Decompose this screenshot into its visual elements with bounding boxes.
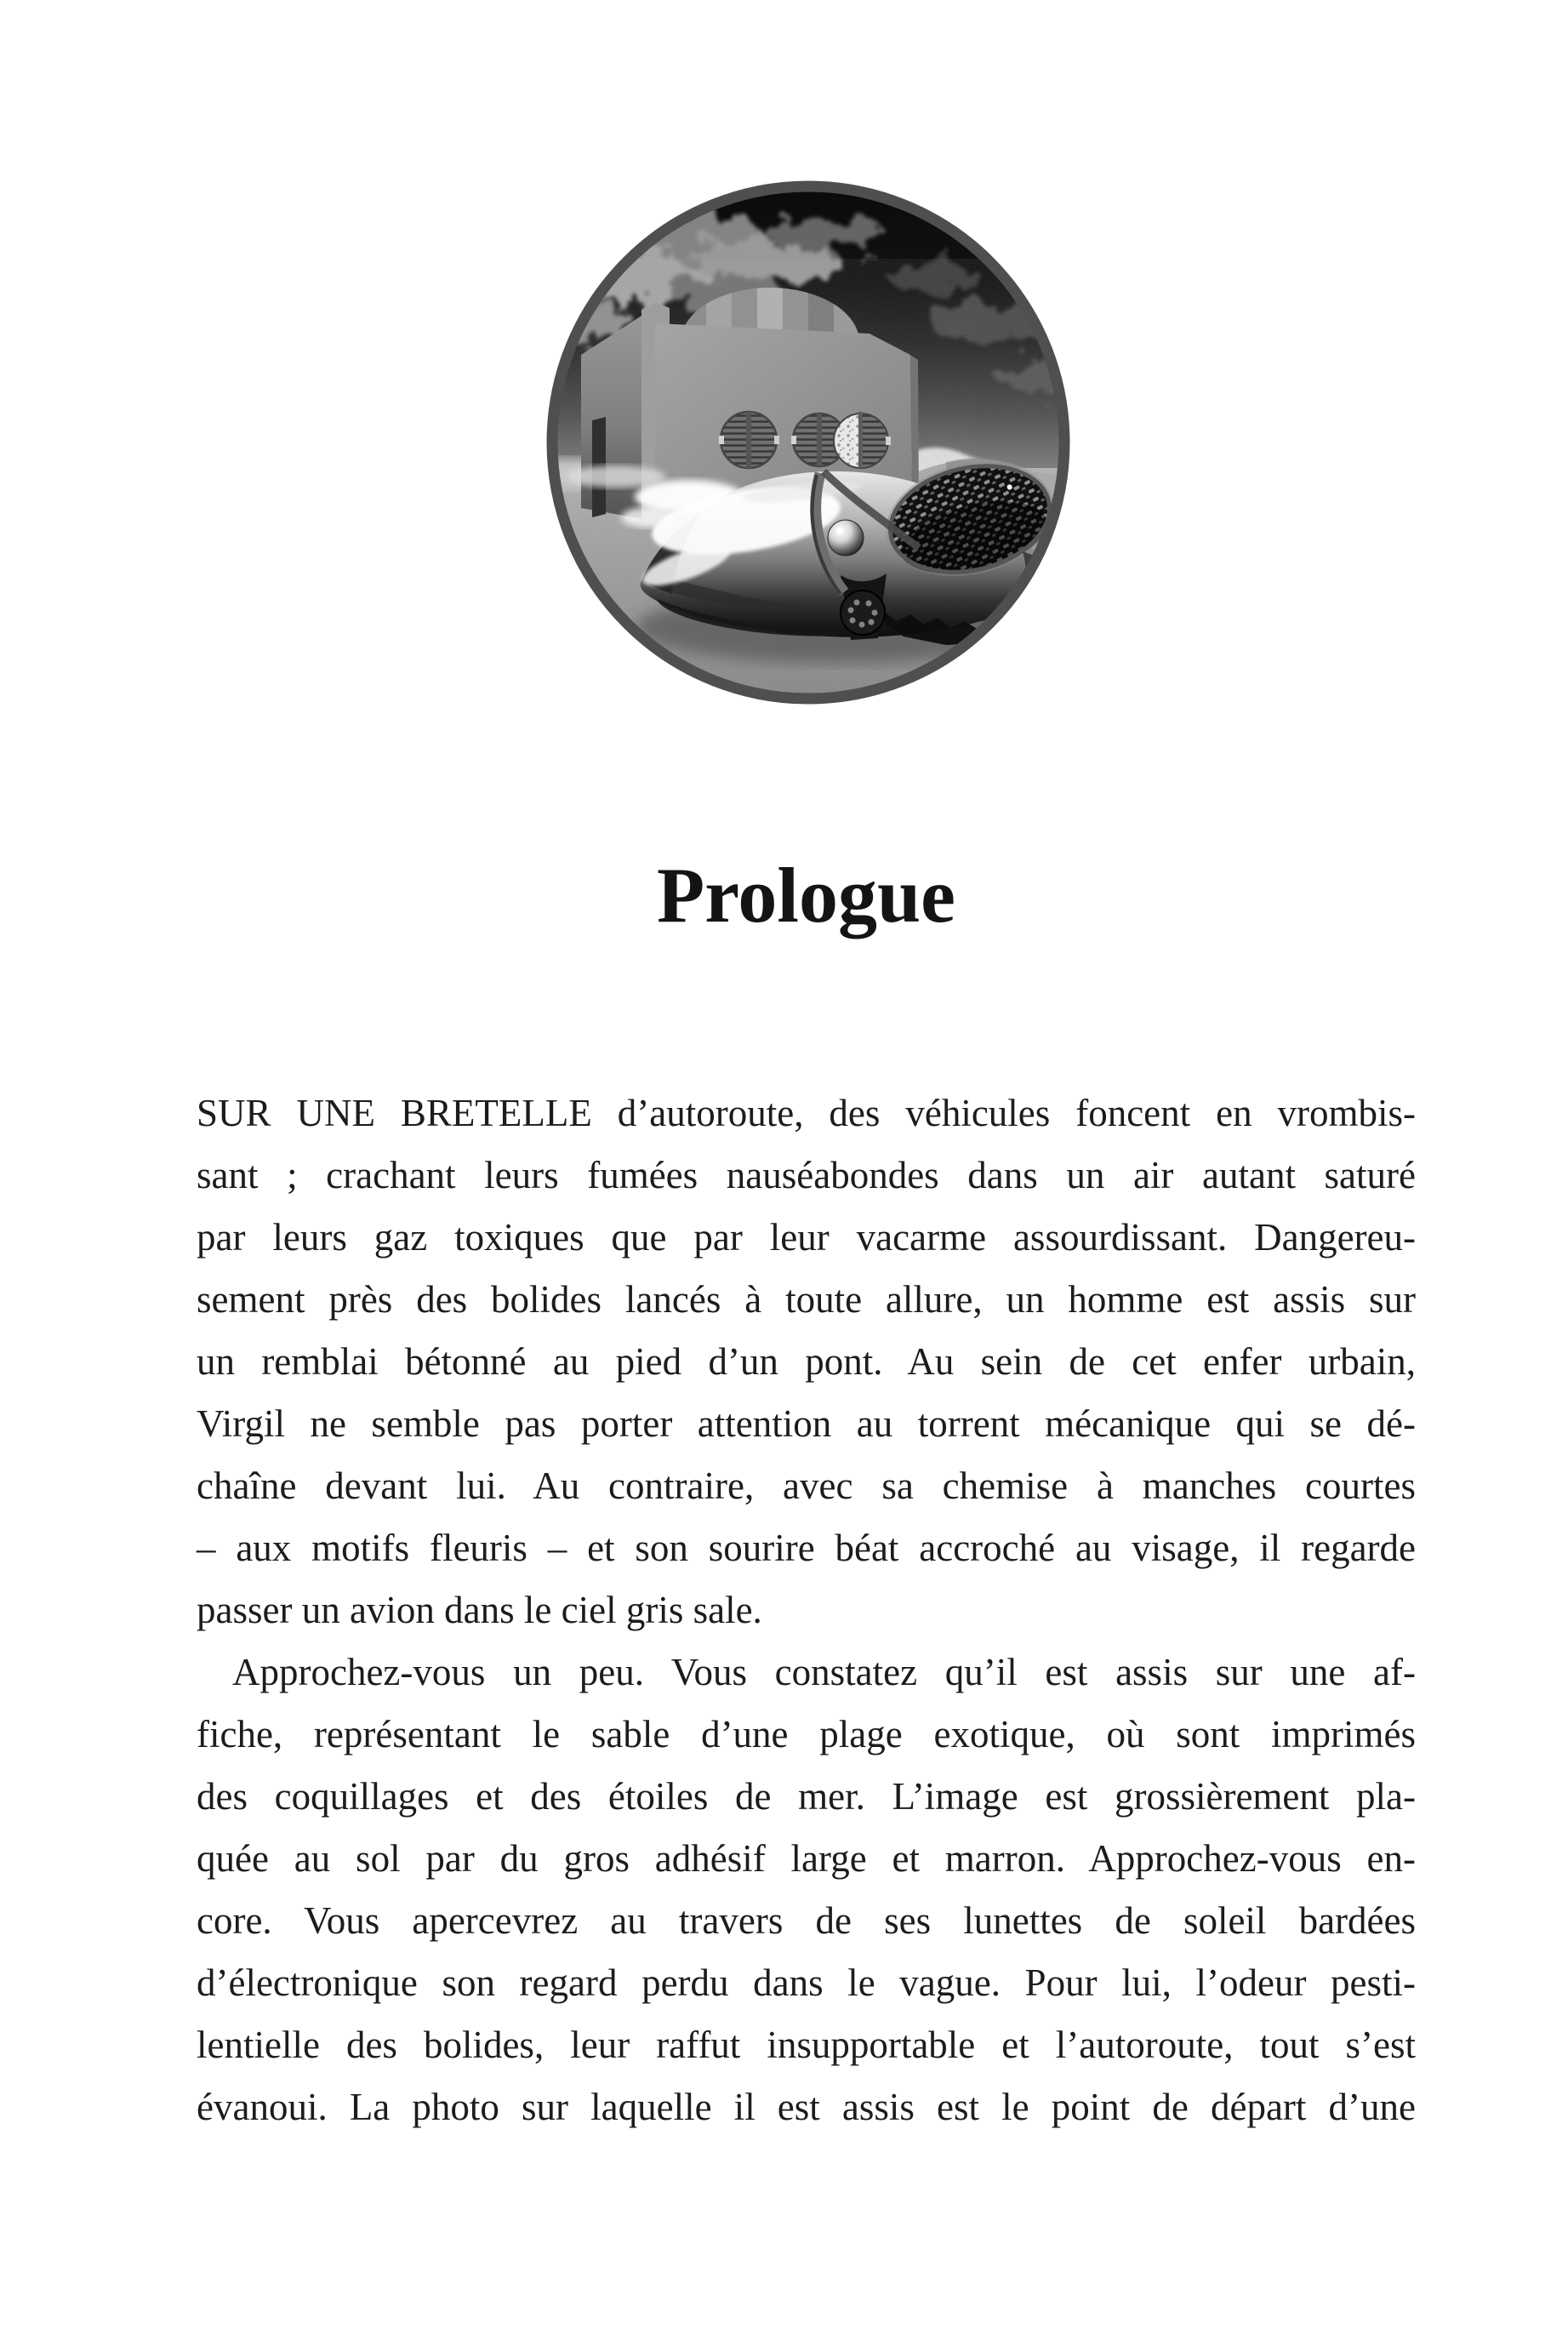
text-line: – aux motifs fleuris – et son sourire béat accroché au visage, il regarde [197,1527,1416,1569]
text-line: des coquillages et des étoiles de mer. L’image est grossièrement pla- [197,1775,1416,1818]
text-line: un remblai bétonné au pied d’un pont. Au sein de cet enfer urbain, [197,1340,1416,1383]
chapter-title: Prologue [657,852,955,939]
chrome-sphere [828,520,864,556]
text-line: SUR UNE BRETELLE d’autoroute, des véhicules foncent en vrombis- [197,1092,1416,1134]
text-line: quée au sol par du gros adhésif large et marron. Approchez-vous en- [197,1837,1416,1880]
chapter-figure-image [546,180,1070,705]
text-line: passer un avion dans le ciel gris sale. [197,1589,762,1631]
text-line: Approchez-vous un peu. Vous constatez qu’il est assis sur une af- [232,1651,1416,1693]
text-line: évanoui. La photo sur laquelle il est assis est le point de départ d’une [197,2086,1416,2128]
body-text [197,1082,1416,2138]
text-line: chaîne devant lui. Au contraire, avec sa chemise à manches courtes [197,1464,1416,1507]
text-line: Virgil ne semble pas porter attention au torrent mécanique qui se dé- [197,1402,1416,1445]
text-line: par leurs gaz toxiques que par leur vacarme assourdissant. Dangereu- [197,1216,1416,1259]
text-line: sant ; crachant leurs fumées nauséabondes dans un air autant saturé [197,1154,1416,1196]
chapter-figure [546,180,1070,705]
text-line: lentielle des bolides, leur raffut insupportable et l’autoroute, tout s’est [197,2024,1416,2066]
text-line: core. Vous apercevrez au travers de ses lunettes de soleil bardées [197,1899,1416,1942]
text-line: fiche, représentant le sable d’une plage exotique, où sont imprimés [197,1713,1416,1755]
text-line: d’électronique son regard perdu dans le vague. Pour lui, l’odeur pesti- [197,1961,1416,2004]
text-line: sement près des bolides lancés à toute allure, un homme est assis sur [197,1278,1416,1321]
